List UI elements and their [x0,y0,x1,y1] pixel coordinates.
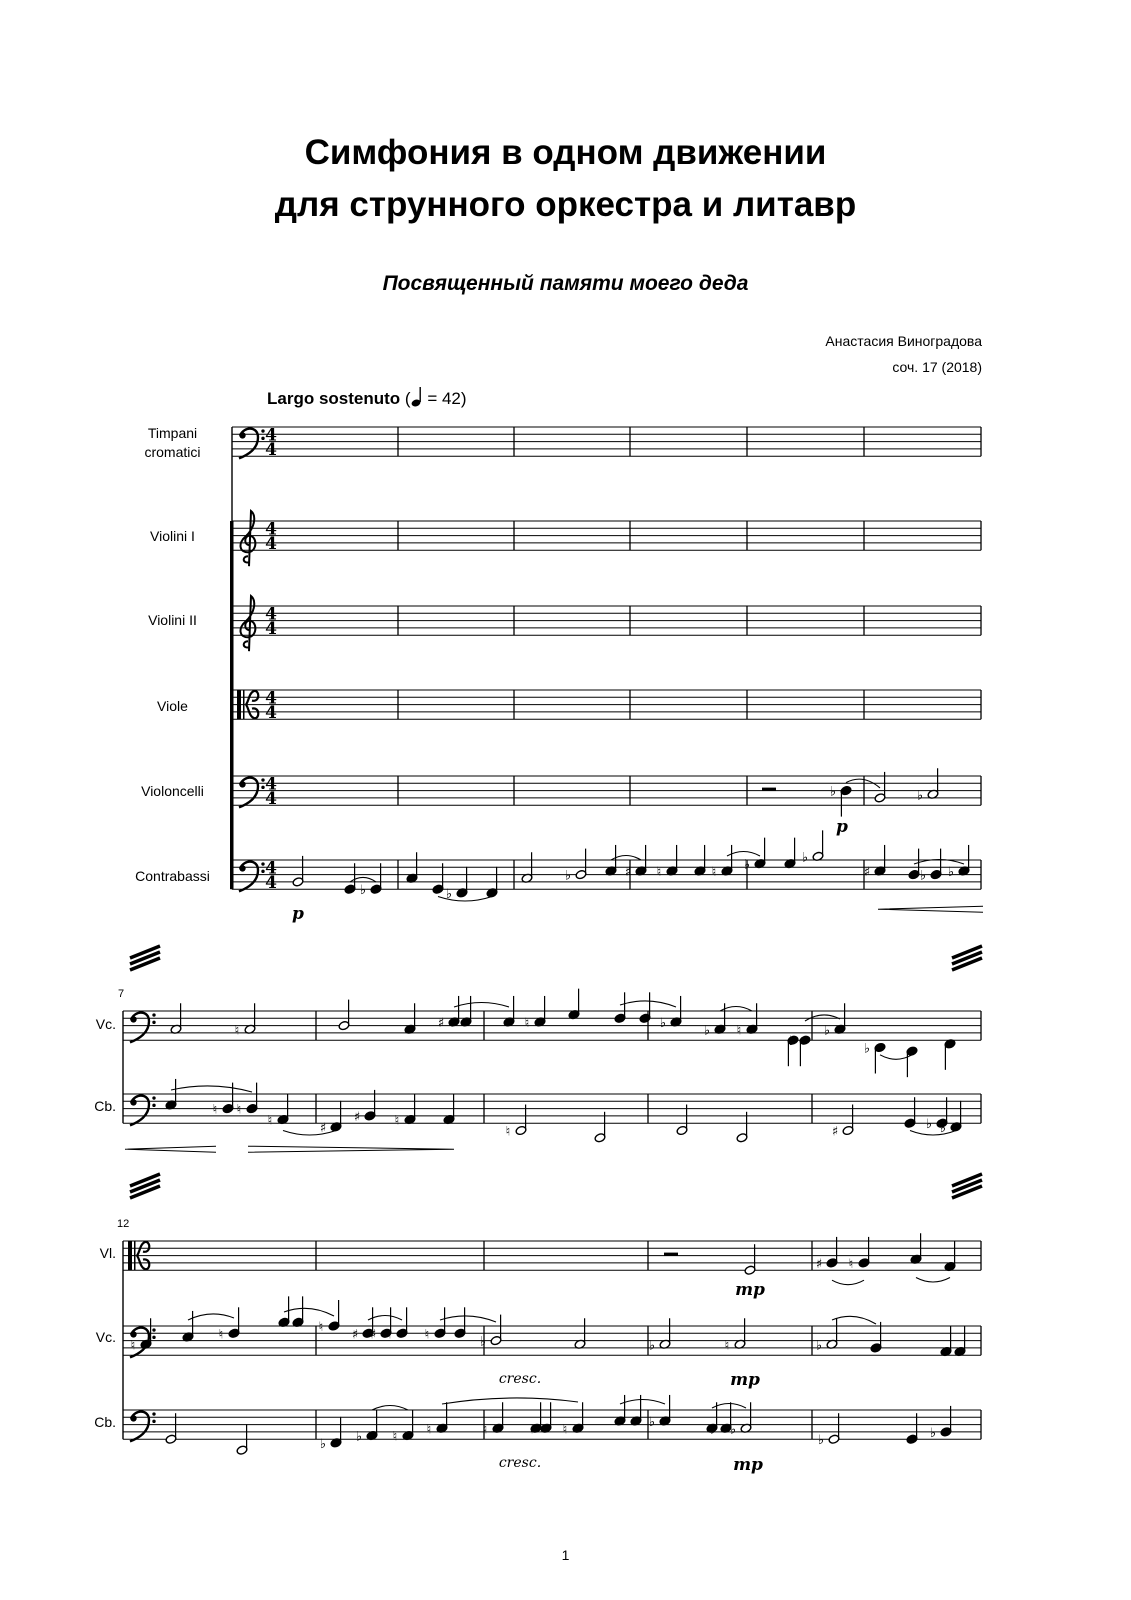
bass-clef-dot [130,1099,136,1105]
accidental: ♭ [564,868,572,884]
slur [171,1086,252,1092]
slur [372,1406,408,1411]
accidental: ♭ [863,1041,871,1057]
accidental: ♭ [817,1433,825,1449]
slur [910,1131,956,1136]
staff-label-vc: Vc. [95,1016,116,1032]
time-signature-bottom: 4 [265,703,277,724]
measure-number-system-3: 12 [117,1218,130,1230]
accidental: ♮ [236,1102,242,1118]
dedication: Посвященный памяти моего деда [382,272,749,295]
accidental: ♮ [130,1338,136,1354]
staff-label-cb: Cb. [94,1414,116,1430]
tempo-bpm: = 42) [427,389,467,408]
bass-clef-dot [130,1331,136,1337]
slur [188,1314,234,1320]
page-number: 1 [561,1547,570,1563]
dynamic-marking: cresc. [498,1371,542,1388]
slur [454,1003,509,1008]
accidental: ♮ [848,1256,854,1272]
time-signature-top: 4 [265,604,277,625]
string-bracket [230,521,234,889]
accidental: ♭ [925,1117,933,1133]
slur [440,1316,496,1322]
accidental: ♭ [939,1120,947,1136]
accidental: ♭ [479,1334,487,1350]
dynamics [125,817,983,1475]
composer: Анастасия Виноградова [825,333,982,349]
dynamic-marking: mp [730,1370,760,1391]
slur [283,1131,336,1136]
time-signature-bottom: 4 [265,873,277,894]
opus: соч. 17 (2018) [892,359,982,375]
accidental: ♮ [386,1327,392,1343]
time-signature-top: 4 [265,688,277,709]
accidental: ♭ [929,1425,937,1441]
alto-clef-bar [243,690,245,719]
accidental: ♭ [823,1023,831,1039]
half-rest [664,1253,678,1256]
accidental: ♭ [788,1034,796,1050]
alto-clef-icon [237,690,241,719]
accidental: ♮ [736,1023,742,1039]
alto-clef-icon [128,1241,132,1270]
accidental: ♮ [656,864,662,880]
bass-clef-dot [152,1021,155,1024]
accidental: ♮ [562,1422,568,1438]
accidental: ♮ [392,1429,398,1445]
notes [131,768,970,1455]
page-title-line-1: Симфония в одном движении [304,133,827,172]
accidental: ♭ [355,1429,363,1445]
accidental: ♭ [947,864,955,880]
accidental: ♭ [801,850,809,866]
accidental: ♮ [524,1015,530,1031]
accidental: ♯ [369,1327,377,1343]
accidental: ♭ [709,1422,717,1438]
accidental: ♭ [729,1422,737,1438]
staff-lines [123,427,981,1439]
tempo-open: ( [404,389,411,408]
accidental: ♭ [445,886,453,902]
accidental: ♮ [424,1327,430,1343]
crescendo-hairpin [878,906,983,912]
bass-clef-dot [239,432,245,438]
accidental: ♭ [648,1338,656,1354]
page-title-line-2: для струнного оркестра и литавр [274,185,857,224]
accidental: ♮ [724,1338,730,1354]
treble-clef-icon [240,511,255,566]
accidental: ♭ [919,868,927,884]
bass-clef-dot [239,865,245,871]
bass-clef-dot [152,1013,155,1016]
dynamic-marking: cresc. [498,1455,542,1472]
accidental: ♯ [437,1015,445,1031]
bass-clef-dot [152,1328,155,1331]
accidental: ♮ [711,864,717,880]
accidental: ♭ [359,883,367,899]
alto-clef-bar [134,1241,136,1270]
score-symbols [128,426,982,1442]
slur [442,1398,578,1404]
dynamic-marking: mp [733,1455,763,1476]
accidental: ♭ [659,1015,667,1031]
accidental: ♭ [815,1338,823,1354]
accidental: ♯ [815,1256,823,1272]
accidental: ♮ [212,1102,218,1118]
accidental: ♮ [394,1113,400,1129]
accidental: ♯ [529,1422,537,1438]
slur [620,1400,665,1405]
slur [916,1278,950,1283]
crescendo-hairpin [125,1146,216,1152]
slur [284,1308,334,1316]
bass-clef-dot [239,781,245,787]
instrument-name-viole: Viole [157,698,188,714]
accidental: ♮ [505,1124,511,1140]
instrument-name-line: Timpani [147,425,198,441]
instrument-name-violini-2: Violini II [148,612,197,628]
slur [832,1280,864,1285]
instrument-name-contrabassi: Contrabassi [135,868,210,884]
time-signature-top: 4 [265,519,277,540]
staff-label-vc: Vc. [95,1329,116,1345]
accidental: ♮ [267,1113,273,1129]
accidental: ♭ [319,1436,327,1452]
treble-clef-icon [240,596,255,651]
dynamic-marking: p [836,817,848,838]
instrument-name-line: cromatici [144,444,201,460]
accidental: ♭ [829,784,837,800]
slur [832,1316,876,1324]
diminuendo-hairpin [248,1146,454,1152]
accidental: ♯ [624,864,632,880]
accidental: ♯ [863,864,871,880]
bass-clef-dot [130,1415,136,1421]
half-rest [762,788,776,791]
bass-clef-dot [152,1104,155,1107]
bass-clef-dot [152,1412,155,1415]
accidental: ♯ [351,1327,359,1343]
time-signature-bottom: 4 [265,619,277,640]
accidental: ♭ [648,1414,656,1430]
accidental: ♯ [831,1124,839,1140]
instrument-name-violini-1: Violini I [150,528,195,544]
tempo-text: Largo sostenuto [267,389,401,408]
time-signature-top: 4 [265,858,277,879]
time-signature-bottom: 4 [265,534,277,555]
slur [620,1001,676,1007]
accidental: ♭ [743,857,751,873]
bass-clef-dot [130,1016,136,1022]
time-signature-top: 4 [265,774,277,795]
accidental: ♭ [703,1023,711,1039]
time-signature-top: 4 [265,425,277,446]
time-signature-bottom: 4 [265,440,277,461]
bass-clef-dot [152,1420,155,1423]
time-signature-bottom: 4 [265,789,277,810]
instrument-name-violoncelli: Violoncelli [141,783,204,799]
accidental: ♭ [916,788,924,804]
accidental: ♮ [218,1327,224,1343]
slur [350,877,376,882]
accidental: ♯ [353,1109,361,1125]
dynamic-marking: p [292,904,304,925]
accidental: ♮ [426,1422,432,1438]
bass-clef-dot [152,1096,155,1099]
staff-label-cb: Cb. [94,1098,116,1114]
accidental: ♮ [482,1422,488,1438]
accidental: ♯ [319,1120,327,1136]
dynamic-marking: mp [735,1280,765,1301]
bass-clef-dot [152,1336,155,1339]
accidental: ♯ [449,1015,457,1031]
accidental: ♮ [318,1320,324,1335]
measure-number-system-2: 7 [118,988,125,1000]
accidental: ♮ [234,1023,240,1039]
staff-label-vl: Vl. [99,1245,116,1261]
